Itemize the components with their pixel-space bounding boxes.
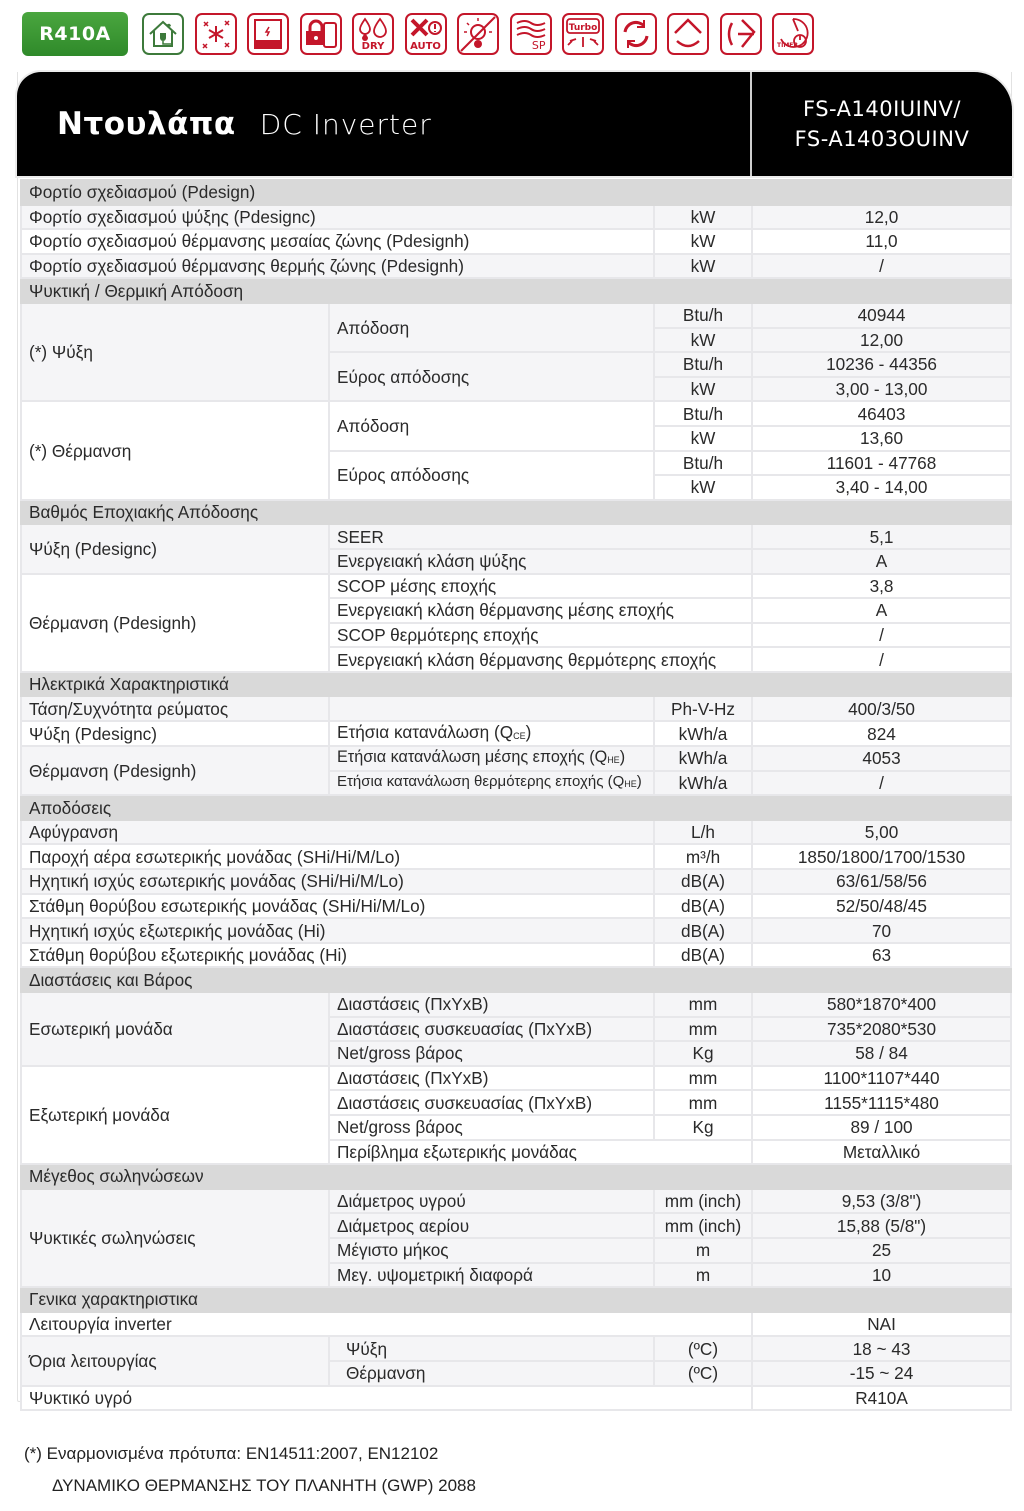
sub-label: Ετήσια κατανάλωση μέσης εποχής $(Q_{HE})$ [329, 746, 654, 771]
row-unit: dB(A) [654, 894, 752, 919]
row-value: 400/3/50 [752, 696, 1011, 721]
row-unit: dB(A) [654, 943, 752, 968]
table-row [21, 820, 1011, 845]
row-unit: m³/h [654, 844, 752, 869]
table-row [21, 746, 1011, 771]
timer-label: TIMER [777, 42, 799, 49]
row-label: Ενεργειακή κλάση θέρμανσης μέσης εποχής [329, 598, 752, 623]
row-label: Φορτίο σχεδιασμού θέρμανσης μεσαίας ζώνης (Pdesignh) [21, 229, 654, 254]
row-value: 11,0 [752, 229, 1011, 254]
table-row [21, 1066, 1011, 1091]
swing-airflow-icon [667, 13, 709, 55]
row-label: SEER [329, 524, 752, 549]
row-unit: (ºC) [654, 1336, 752, 1361]
table-row [21, 721, 1011, 746]
row-value: 40944 [752, 303, 1011, 328]
row-label: Μεγ. υψομετρική διαφορά [329, 1263, 654, 1288]
row-unit: mm [654, 1017, 752, 1042]
row-label: SCOP μέσης εποχής [329, 574, 752, 599]
row-unit: mm (inch) [654, 1213, 752, 1238]
row-label: Ψύξη (Pdesignc) [21, 721, 329, 746]
table-row [21, 844, 1011, 869]
auto-restart-icon [615, 13, 657, 55]
product-technology-subtitle: DC Inverter [259, 107, 432, 141]
row-unit: mm [654, 1066, 752, 1091]
section-header [21, 180, 1011, 205]
group-label: Θέρμανση (Pdesignh) [21, 574, 329, 672]
section-header [21, 1164, 1011, 1189]
section-header [21, 278, 1011, 303]
row-value: 3,8 [752, 574, 1011, 599]
footnote-standards: (*) Εναρμονισμένα πρότυπα: EN14511:2007, EN12102 [24, 1444, 439, 1463]
row-value: 1850/1800/1700/1530 [752, 844, 1011, 869]
group-label: Εξωτερική μονάδα [21, 1066, 329, 1164]
table-row [21, 992, 1011, 1017]
row-value: -15 ~ 24 [752, 1361, 1011, 1386]
row-value: 12,0 [752, 205, 1011, 230]
row-label: Στάθμη θορύβου εσωτερικής μονάδας (SHi/Hi/M/Lo) [21, 894, 654, 919]
row-unit: kW [654, 426, 752, 451]
model-outdoor: FS-A1403OUINV [794, 127, 970, 151]
row-value: 9,53 (3/8") [752, 1189, 1011, 1214]
group-label: (*) Ψύξη [21, 303, 329, 401]
group-label: Θέρμανση (Pdesignh) [21, 746, 329, 795]
dry-label: DRY [361, 41, 385, 52]
section-title: Φορτίο σχεδιασμού (Pdesign) [21, 180, 1011, 205]
row-label: Φορτίο σχεδιασμού ψύξης (Pdesignc) [21, 205, 654, 230]
row-unit: Btu/h [654, 352, 752, 377]
row-value: / [752, 647, 1011, 672]
row-value: 10236 - 44356 [752, 352, 1011, 377]
row-value: 58 / 84 [752, 1041, 1011, 1066]
row-label: Τάση/Συχνότητα ρεύματος [21, 696, 329, 721]
table-row [21, 205, 1011, 230]
row-unit: kW [654, 377, 752, 402]
row-label: Θέρμανση [329, 1361, 654, 1386]
turbo-mode-icon [562, 13, 604, 55]
feature-icon-bar [22, 11, 825, 57]
sp-label: SP [531, 39, 546, 52]
row-label: Διαστάσεις (ΠxYxB) [329, 1066, 654, 1091]
auto-label: AUTO [410, 41, 441, 52]
table-row [21, 524, 1011, 549]
sub-label: Εύρος απόδοσης [329, 451, 654, 500]
table-row [21, 918, 1011, 943]
group-label: Εσωτερική μονάδα [21, 992, 329, 1066]
section-header [21, 967, 1011, 992]
sub-label: Ετήσια κατανάλωση θερμότερης εποχής $(Q_{HE})$ [329, 771, 654, 796]
row-unit: kW [654, 475, 752, 500]
row-unit: (ºC) [654, 1361, 752, 1386]
section-title: Γενικα χαρακτηριστικα [21, 1287, 1011, 1312]
row-label: Ενεργειακή κλάση ψύξης [329, 549, 752, 574]
row-unit: Kg [654, 1041, 752, 1066]
group-label: Ψυκτικές σωληνώσεις [21, 1189, 329, 1287]
row-value: 1155*1115*480 [752, 1090, 1011, 1115]
section-title: Μέγεθος σωληνώσεων [21, 1164, 1011, 1189]
model-numbers [752, 72, 1012, 176]
section-title: Ηλεκτρικά Χαρακτηριστικά [21, 672, 1011, 697]
row-label: Αφύγρανση [21, 820, 654, 845]
sub-label: Ετήσια κατανάλωση $(Q_{CE})$ [329, 721, 654, 746]
row-label: Στάθμη θορύβου εξωτερικής μονάδας (Hi) [21, 943, 654, 968]
louver-swing-icon [720, 13, 762, 55]
row-value: A [752, 549, 1011, 574]
section-header [21, 1287, 1011, 1312]
auto-diagnosis-icon [405, 13, 447, 55]
sub-label: Απόδοση [329, 401, 654, 450]
table-row [21, 254, 1011, 279]
row-label: Διάμετρος υγρού [329, 1189, 654, 1214]
table-row [21, 574, 1011, 599]
row-label: Παροχή αέρα εσωτερικής μονάδας (SHi/Hi/M/Lo) [21, 844, 654, 869]
row-value: 25 [752, 1238, 1011, 1263]
table-row [21, 943, 1011, 968]
table-row [21, 401, 1011, 426]
table-row [21, 1189, 1011, 1214]
sub-label: Εύρος απόδοσης [329, 352, 654, 401]
row-value: 1100*1107*440 [752, 1066, 1011, 1091]
refrigerant-badge: R410A [22, 12, 128, 56]
timer-icon [772, 13, 814, 55]
row-unit: kW [654, 254, 752, 279]
row-unit: kW [654, 229, 752, 254]
dry-mode-icon [352, 13, 394, 55]
section-title: Διαστάσεις και Βάρος [21, 967, 1011, 992]
row-unit: dB(A) [654, 918, 752, 943]
row-value: NAI [752, 1312, 1011, 1337]
row-unit: mm [654, 992, 752, 1017]
row-unit: Kg [654, 1115, 752, 1140]
row-value: 63 [752, 943, 1011, 968]
row-unit: Btu/h [654, 303, 752, 328]
row-value: 580*1870*400 [752, 992, 1011, 1017]
row-unit: Ph-V-Hz [654, 696, 752, 721]
row-label: Φορτίο σχεδιασμού θέρμανσης θερμής ζώνης (Pdesignh) [21, 254, 654, 279]
row-label: Περίβλημα εξωτερικής μονάδας [329, 1140, 752, 1165]
row-label: Net/gross βάρος [329, 1041, 654, 1066]
row-value: 11601 - 47768 [752, 451, 1011, 476]
table-row [21, 1312, 1011, 1337]
row-unit: kWh/a [654, 771, 752, 796]
row-unit: L/h [654, 820, 752, 845]
row-label: Διαστάσεις συσκευασίας (ΠxYxB) [329, 1090, 654, 1115]
row-unit: mm (inch) [654, 1189, 752, 1214]
row-value: / [752, 771, 1011, 796]
row-value: 4053 [752, 746, 1011, 771]
section-title: Αποδόσεις [21, 795, 1011, 820]
section-header [21, 500, 1011, 525]
row-unit: kW [654, 328, 752, 353]
row-value: 10 [752, 1263, 1011, 1288]
row-unit: Btu/h [654, 401, 752, 426]
product-type-title: Ντουλάπα [57, 106, 236, 142]
group-label: (*) Θέρμανση [21, 401, 329, 499]
group-label: Ψύξη (Pdesignc) [21, 524, 329, 573]
row-label: Ενεργειακή κλάση θέρμανσης θερμότερης εποχής [329, 647, 752, 672]
table-row [21, 303, 1011, 328]
specifications-table [20, 179, 1012, 1411]
table-row [21, 229, 1011, 254]
row-unit: kWh/a [654, 746, 752, 771]
table-row [21, 869, 1011, 894]
lock-remote-icon [300, 13, 342, 55]
snowflake-cooling-icon [195, 13, 237, 55]
model-indoor: FS-A140IUINV/ [802, 97, 961, 121]
row-value: Μεταλλικό [752, 1140, 1011, 1165]
row-value: / [752, 623, 1011, 648]
table-row [21, 1386, 1011, 1411]
row-label: Διαστάσεις συσκευασίας (ΠxYxB) [329, 1017, 654, 1042]
row-value: / [752, 254, 1011, 279]
sp-airflow-icon [510, 13, 552, 55]
footnote-gwp: ΔΥΝΑΜΙΚΟ ΘΕΡΜΑΝΣΗΣ ΤΟΥ ΠΛΑΝΗΤΗ (GWP) 2088 [52, 1476, 476, 1495]
row-value: 15,88 (5/8") [752, 1213, 1011, 1238]
row-value: 824 [752, 721, 1011, 746]
row-unit: kWh/a [654, 721, 752, 746]
row-label: Ηχητική ισχύς εξωτερικής μονάδας (Hi) [21, 918, 654, 943]
row-label: Ψυκτικό υγρό [21, 1386, 752, 1411]
sub-label: Απόδοση [329, 303, 654, 352]
row-label: Λειτουργία inverter [21, 1312, 752, 1337]
section-header [21, 672, 1011, 697]
row-value: 3,40 - 14,00 [752, 475, 1011, 500]
light-off-icon [457, 13, 499, 55]
row-value: 5,1 [752, 524, 1011, 549]
row-label: SCOP θερμότερης εποχής [329, 623, 752, 648]
row-value: 46403 [752, 401, 1011, 426]
table-row [21, 894, 1011, 919]
row-value: 89 / 100 [752, 1115, 1011, 1140]
row-value: 13,60 [752, 426, 1011, 451]
table-row [21, 1336, 1011, 1361]
row-value: 3,00 - 13,00 [752, 377, 1011, 402]
section-title: Ψυκτική / Θερμική Απόδοση [21, 278, 1011, 303]
row-label: Ψύξη [329, 1336, 654, 1361]
row-unit: mm [654, 1090, 752, 1115]
section-header [21, 795, 1011, 820]
row-value: 18 ~ 43 [752, 1336, 1011, 1361]
row-value: R410A [752, 1386, 1011, 1411]
row-label: Ηχητική ισχύς εσωτερικής μονάδας (SHi/Hi/M/Lo) [21, 869, 654, 894]
row-label: Διάμετρος αερίου [329, 1213, 654, 1238]
row-label: Μέγιστο μήκος [329, 1238, 654, 1263]
row-unit: dB(A) [654, 869, 752, 894]
row-value: 63/61/58/56 [752, 869, 1011, 894]
row-value: 52/50/48/45 [752, 894, 1011, 919]
row-unit: m [654, 1263, 752, 1288]
row-unit: m [654, 1238, 752, 1263]
table-row [21, 696, 1011, 721]
row-label: Net/gross βάρος [329, 1115, 654, 1140]
row-value: A [752, 598, 1011, 623]
spec-header [17, 72, 1012, 176]
row-label: Διαστάσεις (ΠxYxB) [329, 992, 654, 1017]
footnotes [24, 1438, 476, 1502]
row-unit: Btu/h [654, 451, 752, 476]
row-value: 5,00 [752, 820, 1011, 845]
row-value: 12,00 [752, 328, 1011, 353]
group-label: Όρια λειτουργίας [21, 1336, 329, 1385]
row-value: 70 [752, 918, 1011, 943]
sleep-panel-icon [247, 13, 289, 55]
row-unit: kW [654, 205, 752, 230]
turbo-label: Turbo [568, 23, 598, 33]
eco-house-plug-icon [142, 13, 184, 55]
row-empty [329, 696, 654, 721]
section-title: Βαθμός Εποχιακής Απόδοσης [21, 500, 1011, 525]
row-value: 735*2080*530 [752, 1017, 1011, 1042]
